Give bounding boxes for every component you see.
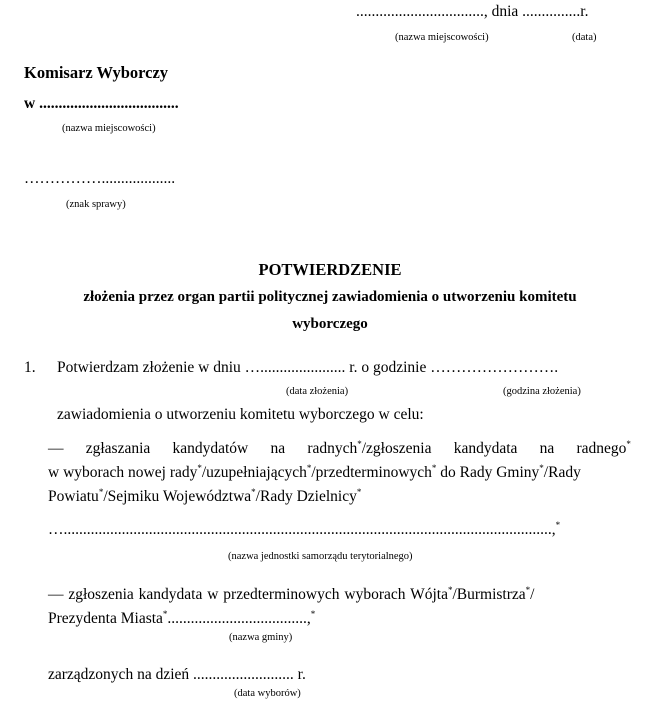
document-title: POTWIERDZENIE [258,260,402,279]
option-1-word-group [307,440,431,458]
footnote-mark: * [310,608,316,619]
date-caption: (data) [572,32,597,43]
option-1-text: /Rady Dzielnicy [255,488,357,505]
option-1-text: /przedterminowych [311,464,432,481]
option-1-text: w wyborach nowej rady [48,464,198,481]
confirmation-line: Potwierdzam złożenie w dniu …...................... r. o godzinie ……………………. [57,359,559,376]
option-1-word: kandydata [453,440,518,457]
footnote-mark: * [539,462,544,473]
submission-date-caption: (data złożenia) [286,386,349,397]
option-1-word: na [270,440,286,457]
option-1-line-1 [48,440,631,458]
option-1-word: radnego [576,440,627,457]
document-subtitle-line-1: złożenia przez organ partii politycznej zawiadomienia o utworzeniu komitetu [83,289,577,305]
purpose-line: zawiadomienia o utworzeniu komitetu wyborczego w celu: [57,406,424,423]
option-1-dots [48,521,560,539]
footnote-mark: * [356,486,362,497]
document-subtitle-line-2: wyborczego [292,316,368,332]
local-government-dots: ….............................................................................................................................., [48,521,556,538]
point-number: 1. [24,359,36,376]
case-number-line: ……………................... [24,170,176,187]
option-2-text: / [530,586,535,603]
local-government-caption: (nazwa jednostki samorządu terytorialnego) [228,551,413,562]
option-2-text: Prezydenta Miasta [48,610,163,627]
option-1-line-2 [48,464,581,482]
submission-hour-caption: (godzina złożenia) [503,386,581,397]
footnote-mark: * [357,438,362,449]
option-1-word-group [576,440,630,458]
option-2-line-1 [48,586,534,604]
addressee-place-line: w .................................... [24,95,179,112]
place-caption: (nazwa miejscowości) [395,32,489,43]
option-1-word: — [48,440,64,457]
option-1-line-3 [48,488,361,506]
place-date-line: ................................., dnia ...............r. [356,3,589,20]
option-1-word: zgłaszania [85,440,151,457]
option-1-text: do Rady Gminy [436,464,540,481]
addressee-title: Komisarz Wyborczy [24,63,169,82]
option-2-text: /Burmistrza [452,586,526,603]
option-1-word: radnych [307,440,358,457]
footnote-mark: * [98,486,104,497]
municipality-caption: (nazwa gminy) [229,632,293,643]
option-1-text: /Rady [543,464,581,481]
footnote-mark: * [197,462,202,473]
election-date-caption: (data wyborów) [234,688,301,699]
footnote-mark: * [555,519,561,530]
footnote-mark: * [431,462,437,473]
option-1-text: /uzupełniających [201,464,307,481]
footnote-mark: * [626,438,631,449]
option-1-text: /Sejmiku Województwa [103,488,252,505]
municipality-dots: ...................................., [167,610,311,627]
option-1-word: /zgłoszenia [361,440,432,457]
footnote-mark: * [162,608,168,619]
footnote-mark: * [525,584,531,595]
option-2-text: — zgłoszenia kandydata w przedterminowych wyborach Wójta [48,586,448,603]
footnote-mark: * [306,462,312,473]
election-date-line: zarządzonych na dzień .......................... r. [48,666,306,683]
option-1-word: na [539,440,555,457]
option-1-word: kandydatów [172,440,249,457]
footnote-mark: * [251,486,256,497]
option-2-line-2 [48,610,315,628]
addressee-place-caption: (nazwa miejscowości) [62,123,156,134]
option-1-text: Powiatu [48,488,99,505]
case-number-caption: (znak sprawy) [66,199,126,210]
footnote-mark: * [447,584,453,595]
